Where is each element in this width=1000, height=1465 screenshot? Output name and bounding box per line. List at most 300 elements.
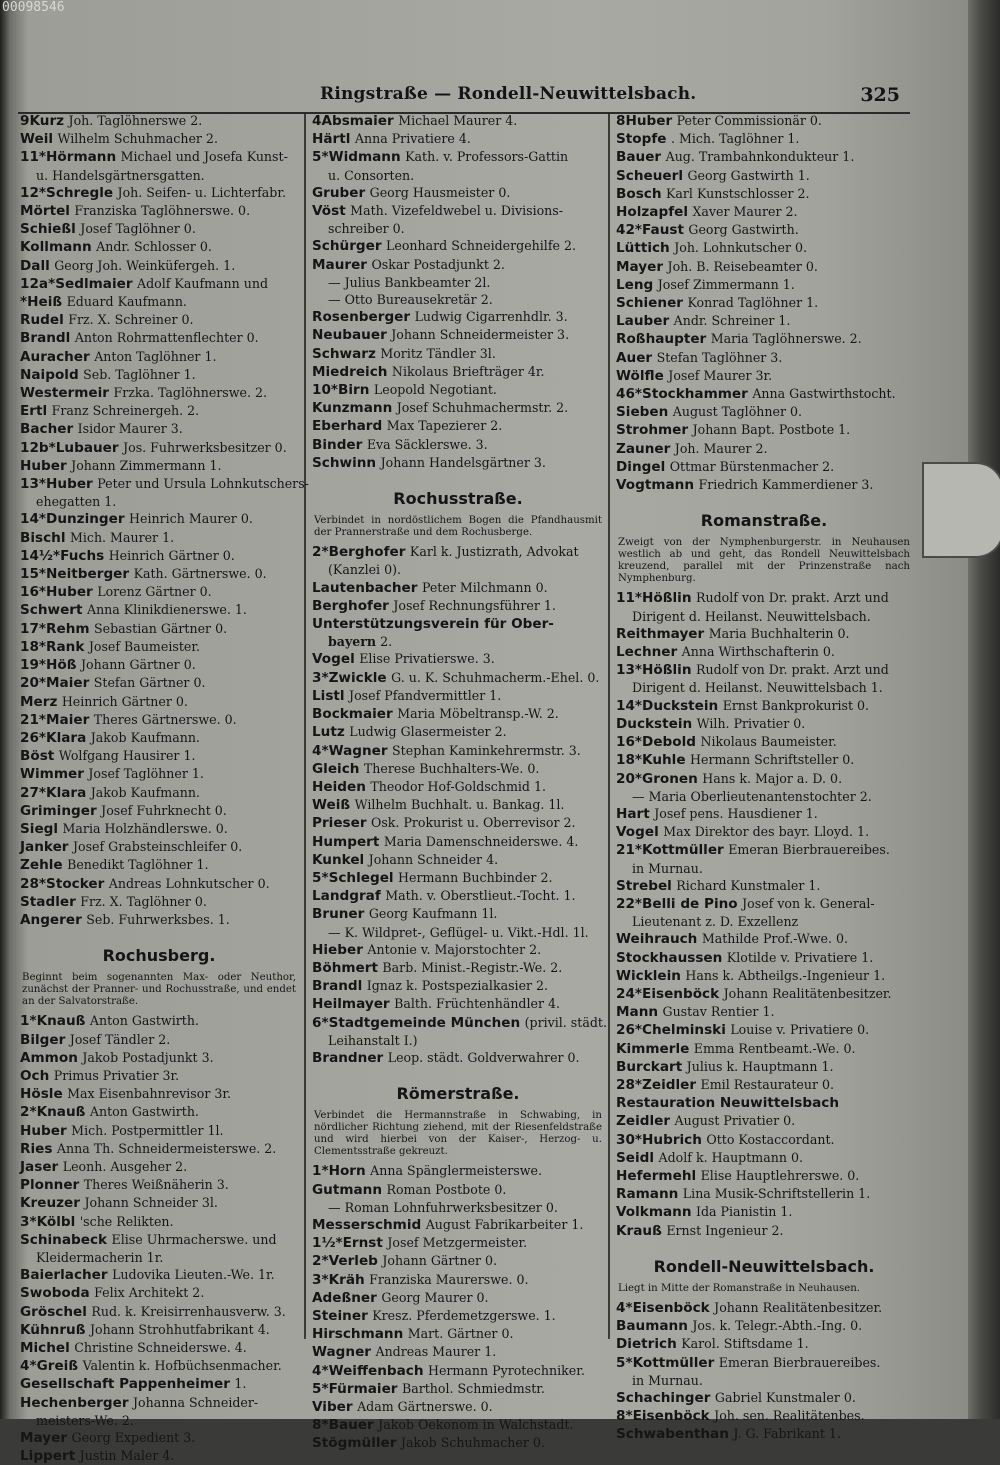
directory-entry <box>20 130 298 148</box>
resident-name: Holzapfel <box>616 204 688 221</box>
resident-name: Miedreich <box>312 363 388 380</box>
resident-name: Kimmerle <box>616 1040 690 1057</box>
directory-entry <box>312 237 604 255</box>
resident-name: Schürger <box>312 238 382 255</box>
directory-entry <box>616 860 912 877</box>
resident-name: Plonner <box>20 1177 80 1194</box>
resident-name: Greiß <box>36 1358 79 1375</box>
directory-entry <box>20 348 298 366</box>
directory-entry <box>20 1012 298 1030</box>
resident-name: Janker <box>20 839 69 856</box>
resident-name: Hirschmann <box>312 1326 404 1343</box>
resident-name: Hörmann <box>46 149 117 166</box>
house-number: 13* <box>20 476 47 493</box>
directory-entry <box>20 329 298 347</box>
resident-name: Zeidler <box>642 1076 697 1093</box>
entry-detail: Anna Klinikdienerswe. 1. <box>86 602 247 618</box>
directory-entry <box>20 402 298 420</box>
resident-name: Klara <box>46 784 87 801</box>
entry-detail: Frz. X. Schreiner 0. <box>68 312 194 328</box>
resident-name: Kollmann <box>20 239 92 256</box>
resident-name: Maier <box>46 711 90 728</box>
entry-detail: Maria Taglöhnerswe. 2. <box>710 331 862 347</box>
house-number: 17* <box>20 620 47 637</box>
directory-entry <box>312 130 604 148</box>
resident-name: Duckstein <box>616 715 693 732</box>
resident-name: Kunkel <box>312 851 365 868</box>
entry-detail: Emeran Bierbrauereibes. <box>718 1354 881 1370</box>
resident-name: Chelminski <box>642 1022 726 1039</box>
entry-detail: Anna Privatiere 4. <box>354 131 471 147</box>
resident-name: Brandl <box>312 978 363 995</box>
directory-entry <box>616 877 912 895</box>
directory-entry <box>312 1362 604 1380</box>
directory-entry <box>312 1234 604 1252</box>
resident-name: Seidl <box>616 1149 655 1166</box>
entry-detail: Josef Tändler 2. <box>69 1031 171 1047</box>
resident-name: Heilmayer <box>312 996 390 1013</box>
directory-entry <box>20 547 298 565</box>
resident-name: Rosenberger <box>312 309 411 326</box>
resident-name: Kuhle <box>642 752 686 769</box>
entry-detail: Josef Schuhmachermstr. 2. <box>396 400 569 416</box>
resident-name: Mann <box>616 1004 659 1021</box>
house-number: 21* <box>20 711 47 728</box>
resident-name: Gutmann <box>312 1181 383 1198</box>
directory-entry <box>20 656 298 674</box>
entry-detail: Emma Rentbeamt.-We. 0. <box>693 1040 856 1056</box>
resident-name: Gesellschaft Pappenheimer <box>20 1376 230 1393</box>
entry-detail: Ernst Bankprokurist 0. <box>722 697 870 713</box>
resident-name: Schwinn <box>312 454 377 471</box>
entry-detail: Josef Metzgermeister. <box>387 1235 528 1251</box>
entry-detail: Georg Maurer 0. <box>381 1289 489 1305</box>
house-number: 3* <box>312 669 329 686</box>
entry-detail: Josef Taglöhner 1. <box>88 766 204 782</box>
directory-entry <box>616 930 912 948</box>
directory-entry <box>312 1049 604 1067</box>
house-number: 21* <box>616 842 643 859</box>
directory-entry <box>312 705 604 723</box>
directory-entry <box>312 1307 604 1325</box>
entry-detail: Max Eisenbahnrevisor 3r. <box>67 1086 232 1102</box>
directory-entry <box>20 220 298 238</box>
entry-detail: Johann Bapt. Postbote 1. <box>692 422 851 438</box>
directory-entry <box>20 439 298 457</box>
entry-detail: Joh. B. Reisebeamter 0. <box>667 258 818 274</box>
directory-entry <box>312 381 604 399</box>
resident-name: Hösle <box>20 1086 63 1103</box>
house-number: 5* <box>312 149 329 166</box>
entry-detail: Kresz. Pferdemetzgerswe. 1. <box>372 1307 556 1323</box>
resident-name: Bauer <box>328 1417 374 1434</box>
entry-detail: Anton Rohrmattenflechter 0. <box>74 330 259 346</box>
entry-detail: Georg Joh. Weinküfergeh. 1. <box>54 257 236 273</box>
entry-detail: Seb. Fuhrwerksbes. 1. <box>86 911 230 927</box>
directory-entry <box>616 239 912 257</box>
directory-entry <box>616 715 912 733</box>
directory-entry <box>20 1085 298 1103</box>
directory-entry <box>616 733 912 751</box>
entry-detail: Wilh. Privatier 0. <box>696 715 806 731</box>
entry-detail: Friedrich Kammerdiener 3. <box>698 477 874 493</box>
directory-entry <box>20 384 298 402</box>
directory-entry <box>616 1299 912 1317</box>
directory-entry <box>20 257 298 275</box>
directory-entry <box>20 911 298 929</box>
entry-detail: Aug. Trambahnkondukteur 1. <box>665 149 855 165</box>
directory-entry <box>20 1122 298 1140</box>
resident-name: Stadler <box>20 893 76 910</box>
directory-entry <box>20 693 298 711</box>
house-number: 11* <box>20 149 47 166</box>
entry-detail: Stefan Taglöhner 3. <box>656 349 783 365</box>
entry-detail: . Mich. Taglöhner 1. <box>670 131 800 147</box>
resident-name: Lutz <box>312 724 345 741</box>
resident-name: Scheuerl <box>616 167 684 184</box>
directory-entry <box>616 367 912 385</box>
entry-detail: Adolf Kaufmann und <box>136 275 269 291</box>
entry-detail: Josef Taglöhner 0. <box>80 221 196 237</box>
resident-name: Hößlin <box>642 590 692 607</box>
entry-detail: Johann Zimmermann 1. <box>71 457 222 473</box>
entry-detail: Gustav Rentier 1. <box>662 1004 775 1020</box>
entry-detail: Maria Holzhändlerswe. 0. <box>62 820 228 836</box>
column-divider <box>304 114 306 1339</box>
directory-entry <box>20 638 298 656</box>
entry-detail: Oskar Postadjunkt 2. <box>371 256 505 272</box>
entry-detail: Kath. Gärtnerswe. 0. <box>133 566 267 582</box>
directory-entry <box>616 770 912 788</box>
house-number: 27* <box>20 784 47 801</box>
resident-name: Belli de Pino <box>642 895 738 912</box>
resident-name: Rudel <box>20 312 64 329</box>
street-heading: Rochusstraße. <box>393 489 523 509</box>
directory-entry <box>616 349 912 367</box>
resident-name: Duckstein <box>642 697 719 714</box>
entry-detail: Josef Zimmermann 1. <box>657 276 795 292</box>
resident-name: Rehm <box>46 620 90 637</box>
resident-name: Schiener <box>616 295 684 312</box>
entry-detail: Johann Handelsgärtner 3. <box>380 454 546 470</box>
entry-detail: Joh. sen. Realitätenbes. <box>714 1408 865 1424</box>
entry-detail: Mathilde Prof.-Wwe. 0. <box>701 931 849 947</box>
directory-entry <box>20 529 298 547</box>
directory-entry <box>20 893 298 911</box>
entry-detail: u. Consorten. <box>328 167 415 183</box>
resident-name: Schinabeck <box>20 1231 108 1248</box>
directory-entry <box>312 959 604 977</box>
entry-detail: Osk. Prokurist u. Oberrevisor 2. <box>371 815 576 831</box>
directory-entry <box>616 1425 912 1443</box>
directory-entry <box>312 687 604 705</box>
resident-name: Baumann <box>616 1318 688 1335</box>
directory-entry <box>20 784 298 802</box>
entry-detail: Maria Damenschneiderswe. 4. <box>383 833 579 849</box>
entry-detail: Johanna Schneider- <box>133 1394 259 1410</box>
directory-entry <box>616 1372 912 1389</box>
entry-detail: Leonhard Schneidergehilfe 2. <box>386 238 576 254</box>
entry-detail: Leop. städt. Goldverwahrer 0. <box>387 1049 580 1065</box>
directory-entry <box>312 308 604 326</box>
entry-detail: Peter Commissionär 0. <box>676 113 822 128</box>
directory-entry <box>312 1343 604 1361</box>
resident-name: Lautenbacher <box>312 579 418 596</box>
directory-entry <box>20 420 298 438</box>
entry-detail: Eduard Kaufmann. <box>66 294 187 310</box>
entry-detail: G. u. K. Schuhmacherm.-Ehel. 0. <box>391 669 600 685</box>
resident-name: Hieber <box>312 941 363 958</box>
house-number: 14½* <box>20 547 61 564</box>
entry-detail: Maria Buchhalterin 0. <box>708 625 850 641</box>
house-number: 42* <box>616 222 643 239</box>
resident-name: Zwickle <box>328 669 387 686</box>
directory-entry <box>616 276 912 294</box>
entry-detail: Roman Postbote 0. <box>386 1181 507 1197</box>
house-number: 4* <box>20 1358 37 1375</box>
entry-detail: Leopold Negotiant. <box>373 382 497 398</box>
entry-detail: Lorenz Gärtner 0. <box>97 584 212 600</box>
resident-name: Huber <box>625 113 673 129</box>
resident-name: Knauß <box>36 1104 86 1121</box>
resident-name: Stocker <box>46 875 105 892</box>
resident-name: Huber <box>46 584 93 601</box>
house-number: 4* <box>312 742 329 759</box>
resident-name: Hubrich <box>642 1131 702 1148</box>
entry-detail: Joh. Seifen- u. Lichterfabr. <box>117 184 286 200</box>
resident-name: Neubauer <box>312 327 387 344</box>
directory-entry <box>312 167 604 184</box>
resident-name: Strohmer <box>616 422 689 439</box>
directory-entry <box>20 583 298 601</box>
directory-entry <box>20 1140 298 1158</box>
resident-name: Widmann <box>328 149 401 166</box>
resident-name: Auracher <box>20 348 90 365</box>
house-number: 12a* <box>20 275 56 292</box>
directory-entry <box>20 711 298 729</box>
entry-detail: Frz. X. Taglöhner 0. <box>80 893 207 909</box>
resident-name: Weiffenbach <box>328 1362 424 1379</box>
page-title: Ringstraße — Rondell-Neuwittelsbach. <box>320 84 697 104</box>
entry-detail: Maria Möbeltransp.-W. 2. <box>397 706 559 722</box>
entry-detail: Mich. Maurer 1. <box>69 529 175 545</box>
entry-detail: Wilhelm Buchhalt. u. Bankag. 1l. <box>354 797 565 813</box>
entry-detail: Georg Gastwirth 1. <box>687 167 810 183</box>
entry-detail: Leihanstalt I.) <box>328 1032 418 1048</box>
resident-name: Lechner <box>616 644 678 661</box>
directory-entry <box>616 1058 912 1076</box>
resident-name: Griminger <box>20 802 97 819</box>
entry-detail: Karol. Stiftsdame 1. <box>681 1336 809 1352</box>
entry-detail: — Roman Lohnfuhrwerksbesitzer 0. <box>328 1199 558 1215</box>
directory-entry <box>312 1014 607 1032</box>
directory-entry <box>616 788 912 805</box>
directory-entry <box>616 476 912 494</box>
house-number: * <box>20 294 28 311</box>
resident-name: Zeidler <box>616 1113 671 1130</box>
entry-detail: Josef pens. Hausdiener 1. <box>654 805 818 821</box>
directory-entry <box>20 1049 298 1067</box>
directory-entry <box>616 258 912 276</box>
resident-name: Swoboda <box>20 1285 90 1302</box>
entry-detail: Sebastian Gärtner 0. <box>94 620 228 636</box>
resident-name: Schießl <box>20 221 76 238</box>
directory-entry <box>312 1252 604 1270</box>
entry-detail: Franz Schreinergeh. 2. <box>51 403 200 419</box>
entry-detail: Anton Gastwirth. <box>89 1013 199 1029</box>
resident-name: Sieben <box>616 404 669 421</box>
directory-entry <box>312 869 604 887</box>
scan-id: 00098546 <box>2 0 65 15</box>
entry-detail: J. G. Fabrikant 1. <box>733 1426 841 1442</box>
resident-name: Viber <box>312 1399 353 1415</box>
directory-entry <box>616 643 912 661</box>
resident-name: Kühnruß <box>20 1321 86 1338</box>
resident-name: Prieser <box>312 815 367 832</box>
resident-name: Burckart <box>616 1058 683 1075</box>
entry-detail: Elise Uhrmacherswe. und <box>111 1231 277 1247</box>
directory-entry <box>20 184 298 202</box>
resident-name: Höß <box>46 657 77 674</box>
house-number: 24* <box>616 985 643 1002</box>
entry-detail: August Privatier 0. <box>674 1113 796 1129</box>
resident-name: Michel <box>20 1340 70 1356</box>
directory-entry <box>20 1375 298 1393</box>
entry-detail: Michael Maurer 4. <box>398 113 518 128</box>
directory-entry <box>312 650 604 668</box>
directory-entry <box>20 112 298 130</box>
resident-name: Wagner <box>328 742 388 759</box>
entry-detail: Hermann Pyrotechniker. <box>427 1362 585 1378</box>
directory-entry <box>20 1284 298 1302</box>
entry-detail: Ottmar Bürstenmacher 2. <box>669 458 835 474</box>
entry-detail: Klotilde v. Privatiere 1. <box>726 949 874 965</box>
resident-name: Horn <box>328 1163 366 1180</box>
entry-detail: Math. Vizefeldwebel u. Divisions- <box>350 203 564 219</box>
resident-name: Eisenböck <box>642 985 720 1002</box>
entry-detail: Seb. Taglöhner 1. <box>83 366 196 382</box>
entry-detail: Heinrich Maurer 0. <box>129 511 253 527</box>
directory-entry <box>20 1339 298 1357</box>
directory-entry <box>312 184 604 202</box>
resident-name: Stopfe <box>616 131 667 148</box>
resident-name: Messerschmid <box>312 1216 422 1233</box>
column-3 <box>616 112 912 1444</box>
resident-name: Böhmert <box>312 959 378 976</box>
directory-entry <box>616 1389 912 1407</box>
house-number: 2* <box>20 1104 37 1121</box>
resident-name: Bauer <box>616 149 662 166</box>
directory-entry <box>20 493 298 510</box>
resident-name: Westermeir <box>20 385 109 402</box>
directory-entry <box>20 1067 298 1085</box>
directory-entry <box>20 1447 298 1465</box>
directory-entry <box>20 1031 298 1049</box>
house-number: 6* <box>312 1014 329 1031</box>
entry-detail: meisters-We. 2. <box>36 1412 134 1428</box>
directory-entry <box>312 669 604 687</box>
entry-detail: Johann Schneider 3l. <box>84 1195 218 1211</box>
resident-name: Bacher <box>20 421 74 438</box>
resident-name: Schwabenthan <box>616 1426 729 1443</box>
resident-name: Humpert <box>312 833 380 850</box>
resident-name: Mayer <box>20 1430 68 1447</box>
resident-name: Auer <box>616 349 653 366</box>
directory-entry <box>20 1321 298 1339</box>
directory-entry <box>312 1380 604 1398</box>
resident-name: Wölfle <box>616 367 664 384</box>
resident-name: Strebel <box>616 877 672 894</box>
house-number: 26* <box>616 1022 643 1039</box>
directory-entry <box>312 579 604 597</box>
entry-detail: Jakob Kaufmann. <box>90 729 200 745</box>
entry-detail: Gabriel Kunstmaler 0. <box>714 1390 856 1405</box>
directory-entry <box>20 311 298 329</box>
directory-entry <box>20 674 298 692</box>
resident-name: Heiden <box>312 778 366 795</box>
resident-name: Bischl <box>20 529 66 546</box>
house-number: 5* <box>616 1354 633 1371</box>
house-number: 5* <box>312 1380 329 1397</box>
directory-entry <box>312 1181 604 1199</box>
resident-name: Brandner <box>312 1049 384 1066</box>
entry-detail: 'sche Relikten. <box>79 1213 174 1229</box>
directory-entry <box>20 510 298 528</box>
street-description: Liegt in Mitte der Romanstraße in Neuhausen. <box>618 1282 861 1294</box>
entry-detail: 2. <box>380 634 393 650</box>
entry-detail: Isidor Maurer 3. <box>77 421 183 437</box>
directory-entry <box>312 561 604 578</box>
directory-entry <box>20 1176 298 1194</box>
directory-entry <box>312 417 604 435</box>
directory-entry <box>312 615 604 633</box>
resident-name: Sedlmaier <box>55 275 133 292</box>
directory-entry <box>616 697 912 715</box>
directory-entry <box>312 760 604 778</box>
entry-detail: Justin Maler 4. <box>79 1448 175 1464</box>
resident-name: Wagner <box>312 1344 372 1361</box>
resident-name: Härtl <box>312 131 351 148</box>
entry-detail: Benedikt Taglöhner 1. <box>67 857 209 873</box>
resident-name: Weil <box>20 131 54 148</box>
resident-name: Stögmüller <box>312 1435 397 1452</box>
entry-detail: in Murnau. <box>632 1372 703 1388</box>
directory-entry <box>312 887 604 905</box>
resident-name: Birn <box>338 382 370 399</box>
directory-entry <box>616 1354 912 1372</box>
column-1 <box>20 112 309 1465</box>
resident-name: Rank <box>46 638 85 655</box>
directory-entry <box>312 833 604 851</box>
entry-detail: Math. v. Oberstlieut.-Tocht. 1. <box>385 888 576 904</box>
house-number: 18* <box>20 638 47 655</box>
directory-entry <box>20 1231 298 1249</box>
street-heading: Römerstraße. <box>396 1084 520 1104</box>
resident-name: Neitberger <box>46 566 130 583</box>
directory-entry <box>312 742 604 760</box>
resident-name: Zauner <box>616 440 671 457</box>
house-number: 12* <box>20 184 47 201</box>
house-number: 10* <box>312 382 339 399</box>
entry-detail: Konrad Taglöhner 1. <box>687 295 819 311</box>
street-heading: Romanstraße. <box>700 511 828 531</box>
entry-detail: Johann Gärtner 0. <box>80 657 196 673</box>
directory-entry <box>616 1335 912 1353</box>
directory-entry <box>312 1216 604 1234</box>
directory-entry <box>20 729 298 747</box>
entry-detail: Josef Rechnungsführer 1. <box>393 597 556 613</box>
entry-detail: Michael und Josefa Kunst- <box>120 149 288 165</box>
